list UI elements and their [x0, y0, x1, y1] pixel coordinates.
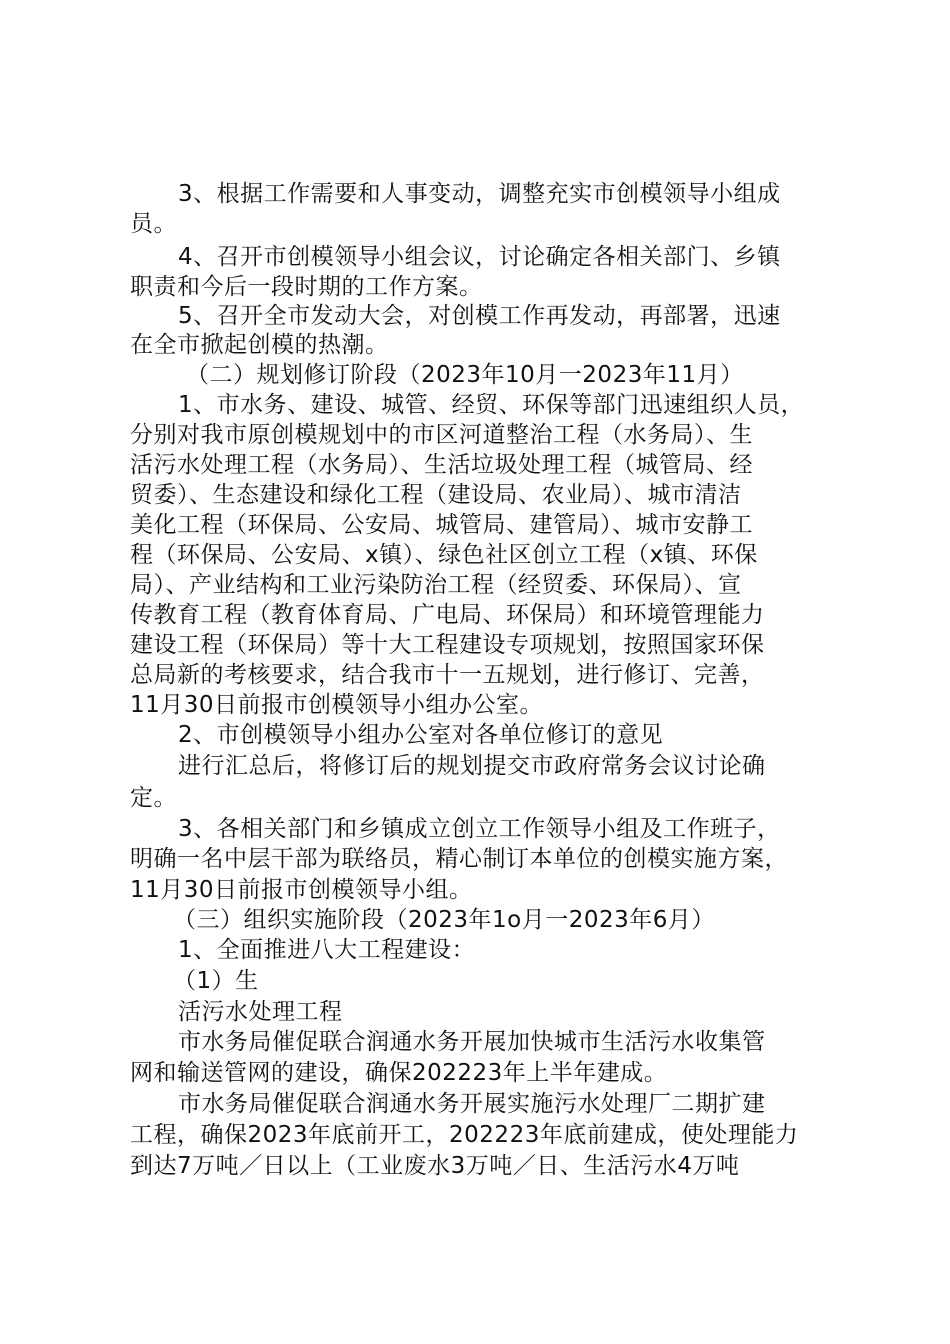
section-heading: （三）组织实施阶段（2023年1o月一2023年6月）: [173, 907, 715, 933]
text-line: 分别对我市原创模规划中的市区河道整治工程（水务局）、生: [130, 422, 753, 448]
text-line: 5、召开全市发动大会，对创模工作再发动，再部署，迅速: [178, 303, 781, 329]
text-line: 进行汇总后，将修订后的规划提交市政府常务会议讨论确: [178, 753, 766, 779]
text-line: 1、市水务、建设、城管、经贸、环保等部门迅速组织人员，: [178, 392, 805, 418]
text-line: 4、召开市创模领导小组会议，讨论确定各相关部门、乡镇: [178, 244, 781, 270]
text-line: 3、根据工作需要和人事变动，调整充实市创模领导小组成: [178, 181, 781, 207]
text-line: 职责和今后一段时期的工作方案。: [130, 274, 483, 300]
text-line: （1）生: [173, 968, 259, 994]
text-line: 明确一名中层干部为联络员，精心制订本单位的创模实施方案，: [130, 846, 788, 872]
text-line: 总局新的考核要求，结合我市十一五规划，进行修订、完善，: [130, 662, 765, 688]
text-line: 市水务局催促联合润通水务开展加快城市生活污水收集管: [178, 1029, 766, 1055]
text-line: 到达7万吨／日以上（工业废水3万吨／日、生活污水4万吨: [130, 1153, 740, 1179]
text-line: 程（环保局、公安局、x镇）、绿色社区创立工程（x镇、环保: [130, 542, 758, 568]
text-line: 美化工程（环保局、公安局、城管局、建管局）、城市安静工: [130, 512, 753, 538]
text-line: 传教育工程（教育体育局、广电局、环保局）和环境管理能力: [130, 602, 765, 628]
text-line: 活污水处理工程（水务局）、生活垃圾处理工程（城管局、经: [130, 452, 753, 478]
section-heading: （二）规划修订阶段（2023年10月一2023年11月）: [186, 362, 744, 388]
text-line: 11月30日前报市创模领导小组办公室。: [130, 692, 544, 718]
text-line: 定。: [130, 785, 177, 811]
text-line: 活污水处理工程: [178, 999, 343, 1025]
text-line: 网和输送管网的建设，确保202223年上半年建成。: [130, 1060, 668, 1086]
text-line: 3、各相关部门和乡镇成立创立工作领导小组及工作班子，: [178, 816, 781, 842]
text-line: 贸委）、生态建设和绿化工程（建设局、农业局）、城市清洁: [130, 482, 742, 508]
text-line: 工程，确保2023年底前开工，202223年底前建成，使处理能力: [130, 1122, 799, 1148]
text-line: 建设工程（环保局）等十大工程建设专项规划，按照国家环保: [130, 632, 765, 658]
text-line: 在全市掀起创模的热潮。: [130, 332, 389, 358]
text-line: 局）、产业结构和工业污染防治工程（经贸委、环保局）、宣: [130, 572, 742, 598]
text-line: 11月30日前报市创模领导小组。: [130, 877, 473, 903]
text-line: 员。: [130, 211, 177, 237]
text-line: 市水务局催促联合润通水务开展实施污水处理厂二期扩建: [178, 1091, 766, 1117]
text-line: 1、全面推进八大工程建设：: [178, 937, 476, 963]
text-line: 2、市创模领导小组办公室对各单位修订的意见: [178, 722, 664, 748]
